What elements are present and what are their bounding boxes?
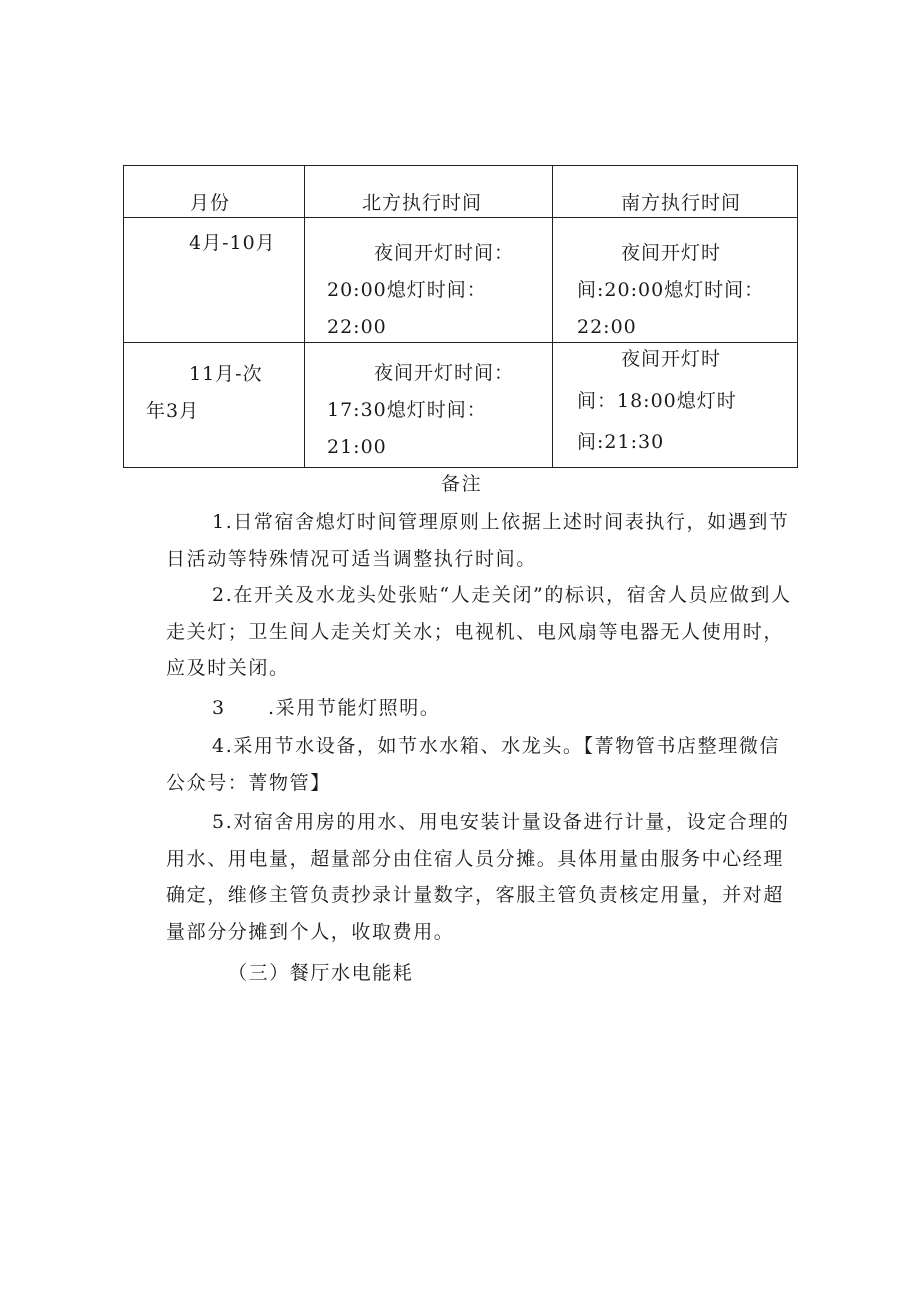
note-4: 4.采用节水设备，如节水水箱、水龙头。【菁物管书店整理微信公众号：菁物管】 (166, 735, 781, 794)
table-divider (552, 166, 553, 467)
row1-north-line2: 20:00熄灯时间： (327, 279, 487, 301)
header-north: 北方执行时间 (362, 192, 483, 214)
row2-north-line1: 夜间开灯时间： (374, 362, 515, 384)
header-month: 月份 (190, 192, 231, 214)
row1-south-line3: 22:00 (577, 316, 637, 338)
note-1: 1.日常宿舍熄灯时间管理原则上依据上述时间表执行，如遇到节日活动等特殊情况可适当调整执行时间。 (166, 511, 790, 570)
note-3-number: 3 (212, 697, 226, 719)
note-5: 5.对宿舍用房的用水、用电安装计量设备进行计量，设定合理的用水、用电量，超量部分由住宿人员分摊。具体用量由服务中心经理确定，维修主管负责抄录计量数字，客服主管负责核定用量，并对超量部分分摊到个人，收取费用。 (166, 811, 790, 943)
row1-north-line3: 22:00 (327, 316, 387, 338)
remarks-title: 备注 (441, 473, 483, 495)
section-heading: （三）餐厅水电能耗 (228, 962, 414, 984)
row1-north-line1: 夜间开灯时间： (374, 242, 515, 264)
row2-month-line2: 年3月 (146, 400, 200, 422)
row1-month: 4月-10月 (189, 232, 276, 254)
row2-south-line3: 间:21:30 (577, 431, 665, 453)
row2-south-line2: 间：18:00熄灯时 (577, 390, 737, 412)
row2-north-line3: 21:00 (327, 436, 387, 458)
row1-south-line1: 夜间开灯时 (621, 242, 722, 264)
note-3-text: .采用节能灯照明。 (268, 697, 441, 719)
row2-north-line2: 17:30熄灯时间： (327, 399, 487, 421)
row2-month-line1: 11月-次 (189, 363, 263, 385)
row1-south-line2: 间:20:00熄灯时间： (577, 279, 765, 301)
table-divider (304, 166, 305, 467)
note-2: 2.在开关及水龙头处张贴“人走关闭”的标识，宿舍人员应做到人走关灯；卫生间人走关灯关水；电视机、电风扇等电器无人使用时，应及时关闭。 (166, 584, 792, 679)
row2-south-line1: 夜间开灯时 (621, 348, 722, 370)
header-south: 南方执行时间 (621, 192, 742, 214)
